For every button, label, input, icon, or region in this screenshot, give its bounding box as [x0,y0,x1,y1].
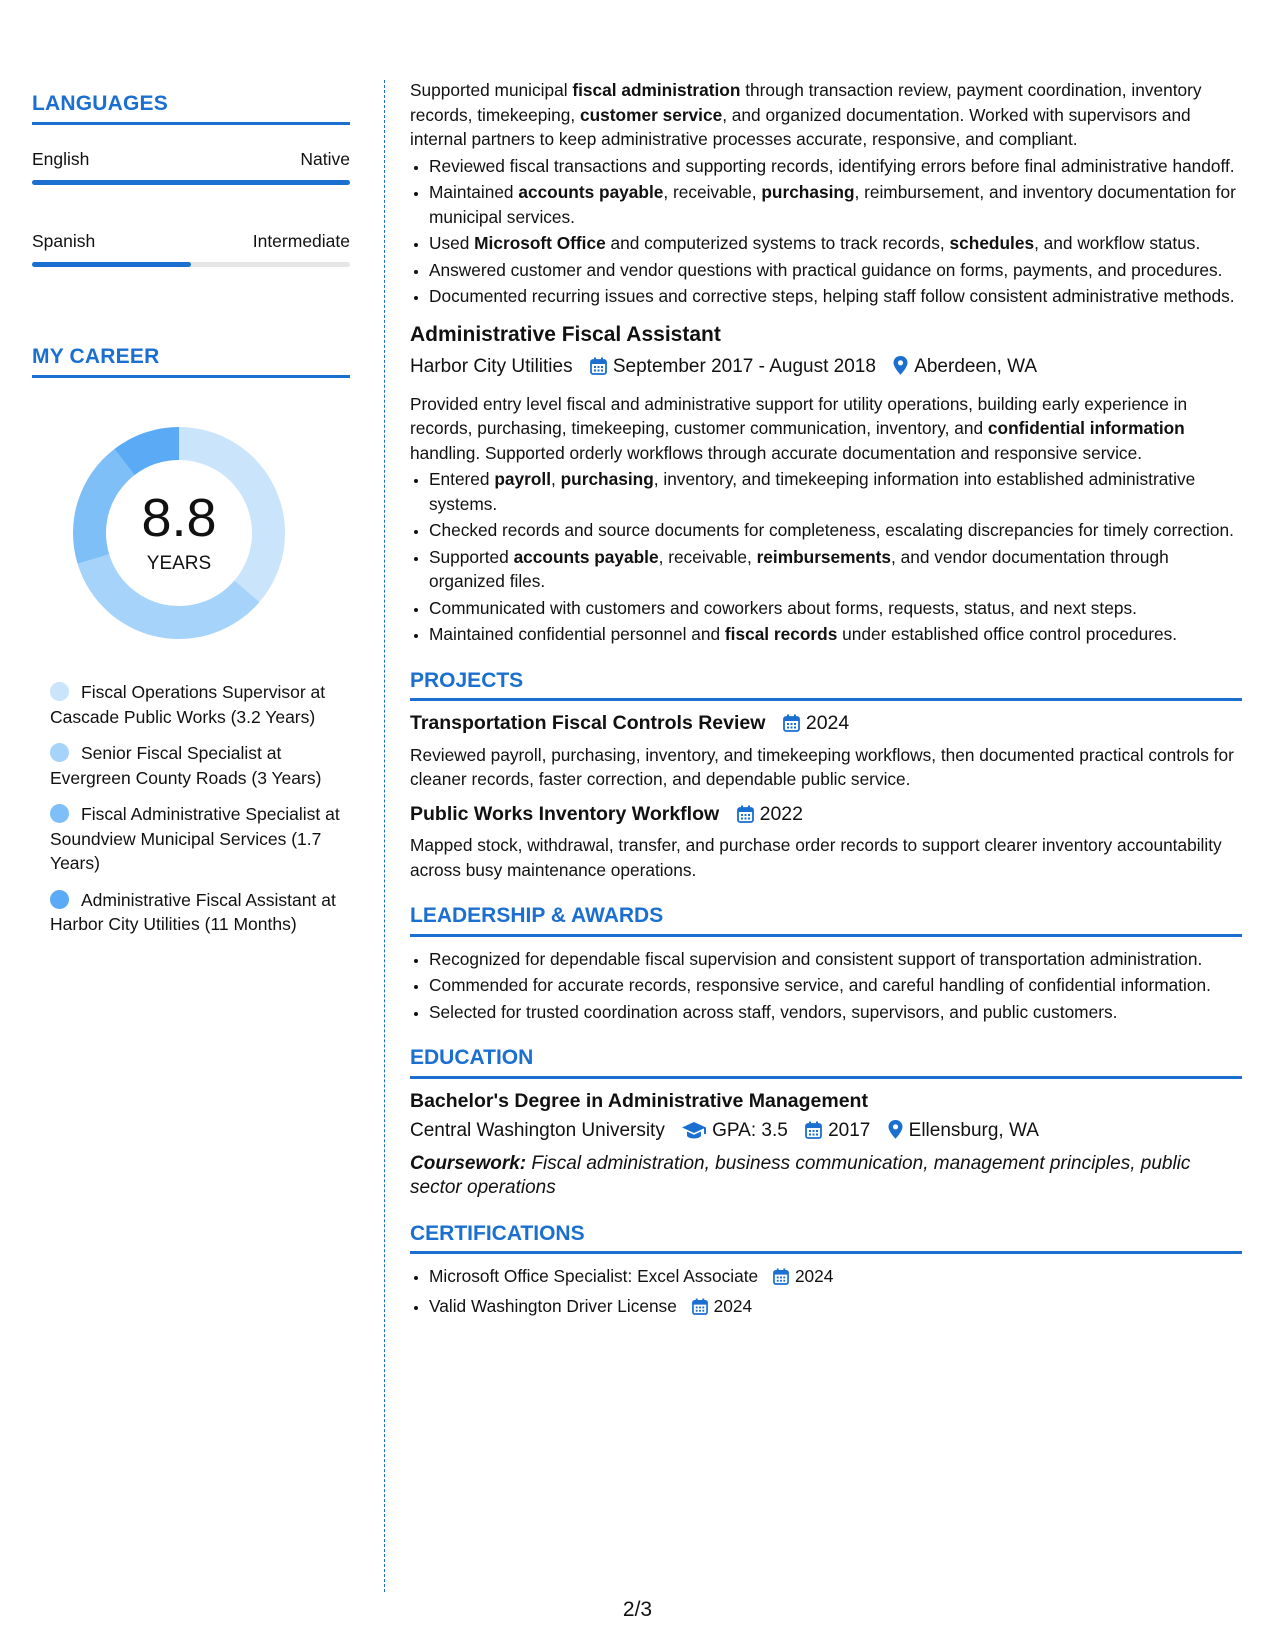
leadership-heading: LEADERSHIP & AWARDS [410,904,1242,937]
project-item [410,802,1242,883]
certification-name: Valid Washington Driver License [429,1295,677,1316]
calendar-icon [805,1121,822,1147]
career-legend-item [50,802,350,876]
legend-label: Fiscal Operations Supervisor at Cascade Public Works (3.2 Years) [50,682,326,727]
school-location: Ellensburg, WA [908,1120,1039,1141]
job-company: Harbor City Utilities [410,356,573,377]
job-bullet: • Entered payroll, purchasing, inventory, and timekeeping information into established administrative systems. [429,467,1242,516]
job-summary: Provided entry level fiscal and administrative support for utility operations, building early experience in records, purchasing, timekeeping, customer communication, inventory, and confidential information handling. Supported orderly workflows through accurate documentation and responsive service. [410,393,1188,463]
certification-year: 2024 [794,1266,834,1286]
project-year: 2022 [759,802,803,825]
coursework [410,1152,1242,1200]
languages-heading: LANGUAGES [32,92,350,125]
legend-dot-icon [50,804,69,823]
leadership-list [410,947,1242,1025]
calendar-icon [773,1267,789,1292]
school-name: Central Washington University [410,1120,665,1141]
project-title-row [410,802,1242,830]
language-proficiency-fill [32,180,350,185]
page-number: 2/3 [622,1598,653,1621]
career-legend-item [50,741,350,790]
job-bullets [410,467,1242,647]
job-bullet: • Checked records and source documents for completeness, escalating discrepancies for timely correction. [429,518,1242,543]
job-dates: September 2017 - August 2018 [612,356,876,377]
legend-dot-icon [50,890,69,909]
language-proficiency-fill [32,262,191,267]
certification-item [429,1264,1242,1292]
job-bullet: • Documented recurring issues and corrective steps, helping staff follow consistent administrative methods. [429,284,1242,309]
language-item [32,149,350,170]
career-heading: MY CAREER [32,345,350,378]
career-total-value: 8.8 [141,488,217,548]
leadership-item: • Selected for trusted coordination across staff, vendors, supervisors, and public customers. [429,1000,1242,1025]
job-title: Administrative Fiscal Assistant [410,322,721,346]
projects-heading: PROJECTS [410,669,1242,702]
location-pin-icon [893,356,908,383]
coursework-text: Fiscal administration, business communication, management principles, public sector operations [410,1152,1191,1198]
legend-label: Fiscal Administrative Specialist at Soundview Municipal Services (1.7 Years) [50,804,340,873]
job-bullet: • Used Microsoft Office and computerized systems to track records, schedules, and workflow status. [429,231,1242,256]
leadership-item: • Recognized for dependable fiscal supervision and consistent support of transportation administration. [429,947,1242,972]
certifications-heading: CERTIFICATIONS [410,1222,1242,1255]
graduation-cap-icon [682,1122,706,1147]
certifications-list [410,1264,1242,1321]
leadership-item: • Commended for accurate records, responsive service, and careful handling of confidential information. [429,973,1242,998]
job-bullet: • Maintained accounts payable, receivable, purchasing, reimbursement, and inventory documentation for municipal services. [429,180,1242,229]
gpa: GPA: 3.5 [712,1120,788,1141]
graduation-year: 2017 [828,1120,871,1141]
job-meta [410,355,1242,383]
language-proficiency-bar [32,262,350,267]
calendar-icon [692,1297,708,1322]
career-total [64,418,294,648]
career-legend-item [50,888,350,937]
education-meta [410,1119,1242,1147]
legend-label: Administrative Fiscal Assistant at Harbor City Utilities (11 Months) [50,889,336,934]
column-divider [384,80,385,1592]
calendar-icon [783,714,800,739]
language-proficiency-bar [32,180,350,185]
project-title: Transportation Fiscal Controls Review [410,712,766,734]
career-legend [32,680,350,937]
language-level: Intermediate [252,231,350,251]
language-name: Spanish [32,231,96,251]
project-item [410,711,1242,792]
calendar-icon [737,805,754,830]
right-column [410,78,1242,1323]
legend-label: Senior Fiscal Specialist at Evergreen County Roads (3 Years) [50,743,322,788]
career-donut-chart [64,418,294,648]
career-total-unit: YEARS [146,553,212,574]
project-year: 2024 [805,712,850,734]
job-bullet: • Maintained confidential personnel and fiscal records under established office control procedures. [429,622,1242,647]
calendar-icon [590,357,607,383]
certification-year: 2024 [713,1295,753,1316]
project-description: Mapped stock, withdrawal, transfer, and purchase order records to support clearer inventory accountability across busy maintenance operations. [410,835,1222,880]
legend-dot-icon [50,682,69,701]
project-description: Reviewed payroll, purchasing, inventory, and timekeeping workflows, then documented practical controls for cleaner records, faster correction, and dependable public service. [410,744,1234,789]
degree-title: Bachelor's Degree in Administrative Management [410,1089,868,1112]
job-bullet: • Reviewed fiscal transactions and supporting records, identifying errors before final administrative handoff. [429,154,1242,179]
language-item [32,231,350,252]
coursework-label: Coursework: [410,1152,527,1174]
career-legend-item [50,680,350,729]
job-bullet: • Supported accounts payable, receivable, reimbursements, and vendor documentation through organized files. [429,545,1242,594]
job-bullet: • Answered customer and vendor questions with practical guidance on forms, payments, and procedures. [429,258,1242,283]
language-level: Native [300,149,350,169]
certification-name: Microsoft Office Specialist: Excel Associate [429,1266,759,1286]
job-bullet: • Communicated with customers and coworkers about forms, requests, status, and next steps. [429,596,1242,621]
job-location: Aberdeen, WA [914,356,1038,377]
left-column [32,92,350,949]
language-name: English [32,149,90,169]
education-heading: EDUCATION [410,1046,1242,1079]
languages-list [32,149,350,267]
job-summary: Supported municipal fiscal administration through transaction review, payment coordination, inventory records, timekeeping, customer service, and organized documentation. Worked with supervisors and internal partners to keep administrative processes accurate, responsive, and compliant. [410,80,1202,149]
legend-dot-icon [50,743,69,762]
project-title: Public Works Inventory Workflow [410,802,720,825]
location-pin-icon [888,1120,903,1147]
certification-item [429,1294,1242,1322]
project-title-row [410,711,1242,739]
job-bullets [410,154,1242,309]
